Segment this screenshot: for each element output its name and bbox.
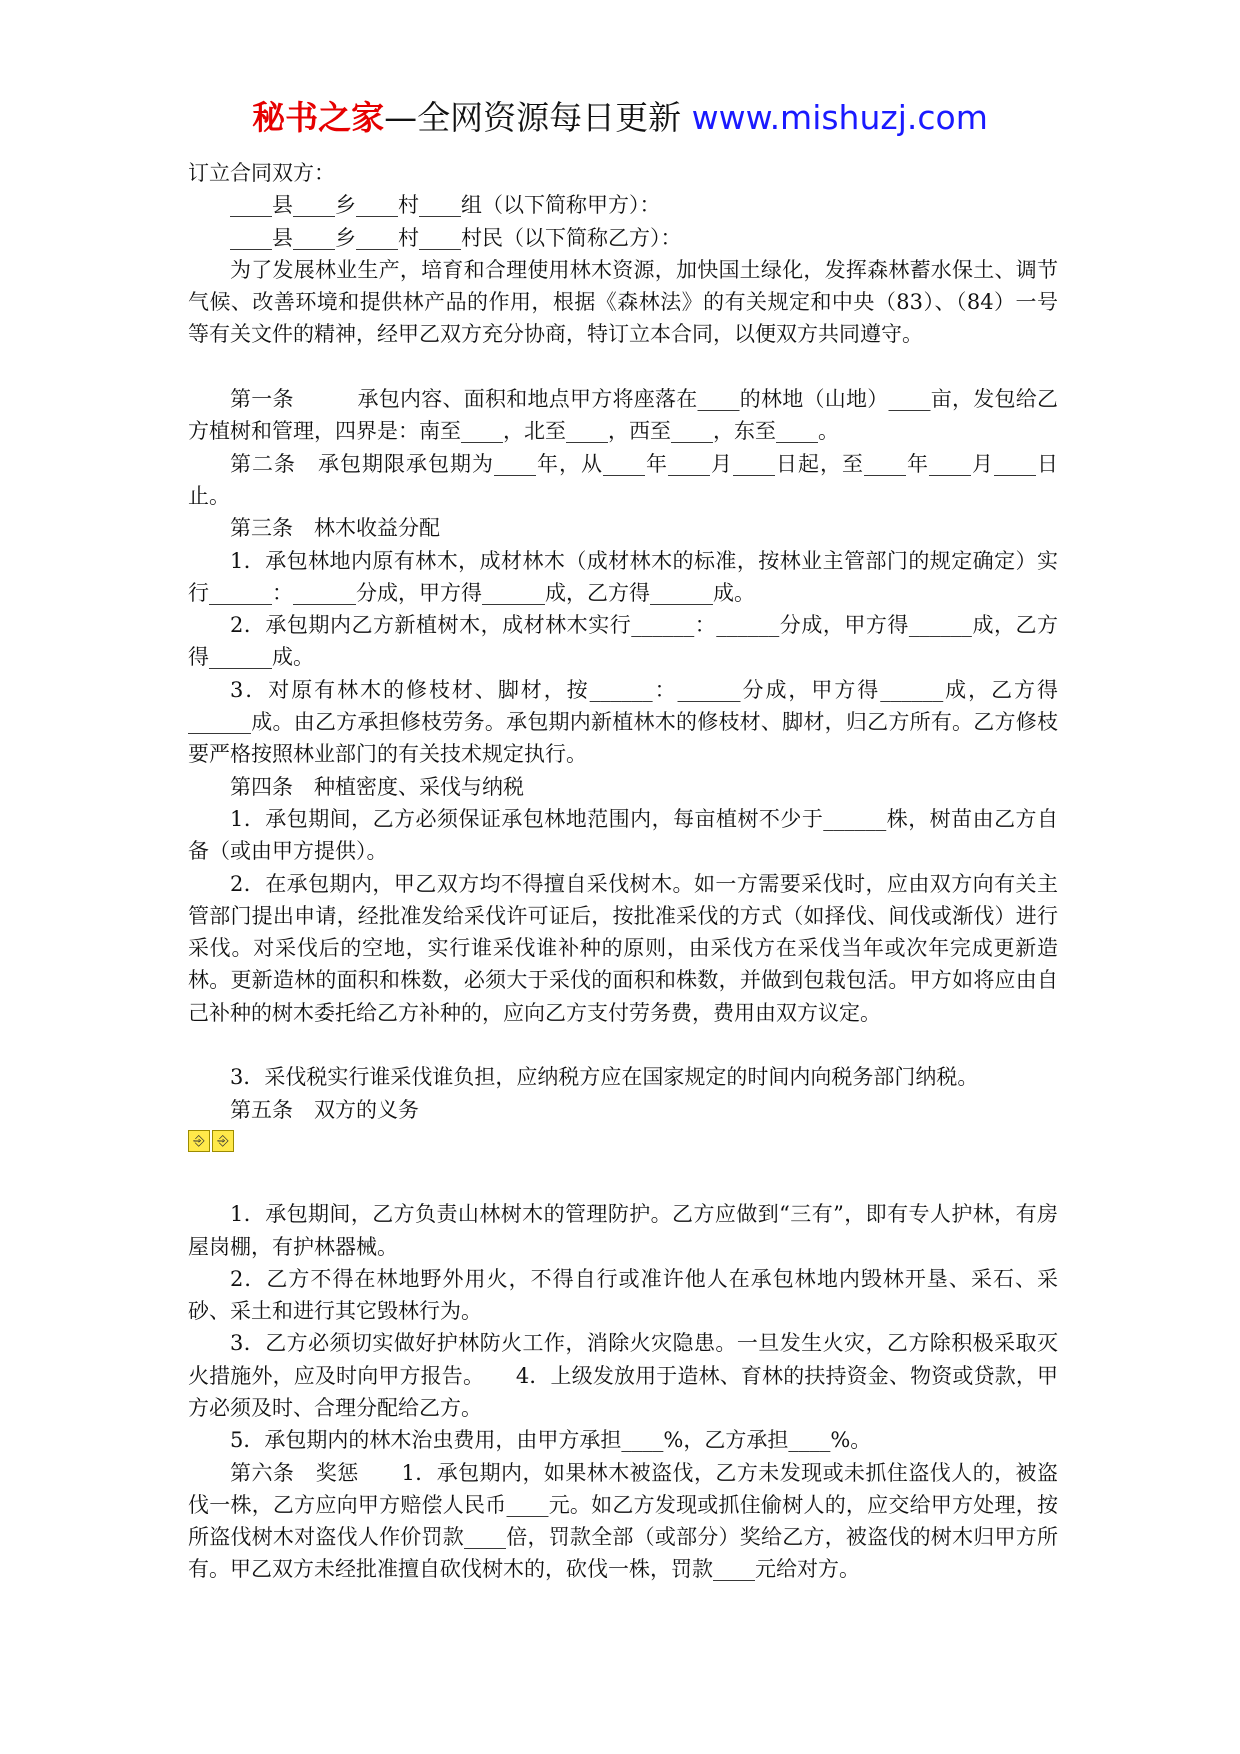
article-1: 第一条 承包内容、面积和地点甲方将座落在____的林地（山地）____亩，发包给乙方植树和管理，四界是：南至____，北至____，西至____，东至____。	[188, 387, 1058, 444]
article-5-clause-5: 5．承包期内的林木治虫费用，由甲方承担____%，乙方承担____%。	[230, 1428, 872, 1453]
article-4-clause-2: 2．在承包期内，甲乙双方均不得擅自采伐树木。如一方需要采伐时，应由双方向有关主管部门提出申请，经批准发给采伐许可证后，按批准采伐的方式（如择伐、间伐或渐伐）进行采伐。对采伐后的空地，实行谁采伐谁补种的原则，由采伐方在采伐当年或次年完成更新造林。更新造林的面积和株数，必须大于采伐的面积和株数，并做到包栽包活。甲方如将应由自己补种的树木委托给乙方补种的，应向乙方支付劳务费，费用由双方议定。	[188, 871, 1058, 1025]
party-a-line: ____县____乡____村____组（以下简称甲方）：	[230, 193, 661, 218]
article-3-heading: 第三条 林木收益分配	[230, 516, 440, 541]
article-3-clause-3: 3．对原有林木的修枝材、脚材，按______：______分成，甲方得______成，乙方得______成。由乙方承担修枝劳务。承包期内新植林木的修枝材、脚材，归乙方所有。乙方修枝要严格按照林业部门的有关技术规定执行。	[188, 677, 1058, 767]
contract-body	[188, 157, 1058, 1586]
article-4-clause-3: 3．采伐税实行谁采伐谁负担，应纳税方应在国家规定的时间内向税务部门纳税。	[230, 1065, 979, 1090]
embedded-objects	[188, 1126, 1058, 1162]
article-4-heading: 第四条 种植密度、采伐与纳税	[230, 774, 524, 799]
brand-name: 秘书之家	[252, 98, 385, 137]
article-5-clause-2: 2．乙方不得在林地野外用火，不得自行或准许他人在承包林地内毁林开垦、采石、采砂、采土和进行其它毁林行为。	[188, 1266, 1058, 1324]
article-3-clause-2: 2．承包期内乙方新植树木，成材林木实行______：______分成，甲方得______成，乙方得______成。	[188, 613, 1058, 670]
article-5-heading: 第五条 双方的义务	[230, 1097, 419, 1122]
embedded-object-icon[interactable]: ⎆	[212, 1130, 234, 1152]
header-tagline: —全网资源每日更新	[384, 98, 682, 137]
contract-parties-heading: 订立合同双方：	[188, 161, 335, 185]
article-2: 第二条 承包期限承包期为____年，从____年____月____日起，至____年____月____日止。	[188, 451, 1058, 508]
article-5-clause-3-4: 3．乙方必须切实做好护林防火工作，消除火灾隐患。一旦发生火灾，乙方除积极采取灭火措施外，应及时向甲方报告。 4．上级发放用于造林、育林的扶持资金、物资或贷款，甲方必须及时、合理分配给乙方。	[188, 1331, 1058, 1420]
site-header	[0, 96, 1240, 140]
site-url-link[interactable]: www.mishuzj.com	[691, 98, 988, 137]
article-5-clause-1: 1．承包期间，乙方负责山林树木的管理防护。乙方应做到“三有”，即有专人护林，有房屋岗棚，有护林器械。	[188, 1202, 1058, 1259]
party-b-line: ____县____乡____村____村民（以下简称乙方）：	[230, 225, 682, 250]
preamble-paragraph: 为了发展林业生产，培育和合理使用林木资源，加快国土绿化，发挥森林蓄水保土、调节气候、改善环境和提供林产品的作用，根据《森林法》的有关规定和中央（83）、（84）一号等有关文件的精神，经甲乙双方充分协商，特订立本合同，以便双方共同遵守。	[188, 257, 1058, 347]
embedded-object-icon[interactable]: ⎆	[188, 1130, 210, 1152]
article-4-clause-1: 1．承包期间，乙方必须保证承包林地范围内，每亩植树不少于______株，树苗由乙方自备（或由甲方提供）。	[188, 806, 1058, 864]
article-3-clause-1: 1．承包林地内原有林木，成材林木（成材林木的标准，按林业主管部门的规定确定）实行______：______分成，甲方得______成，乙方得______成。	[188, 548, 1058, 605]
article-6: 第六条 奖惩 1．承包期内，如果林木被盗伐，乙方未发现或未抓住盗伐人的，被盗伐一株，乙方应向甲方赔偿人民币____元。如乙方发现或抓住偷树人的，应交给甲方处理，按所盗伐树木对盗伐人作价罚款____倍，罚款全部（或部分）奖给乙方，被盗伐的树木归甲方所有。甲乙双方未经批准擅自砍伐树木的，砍伐一株，罚款____元给对方。	[188, 1460, 1058, 1582]
